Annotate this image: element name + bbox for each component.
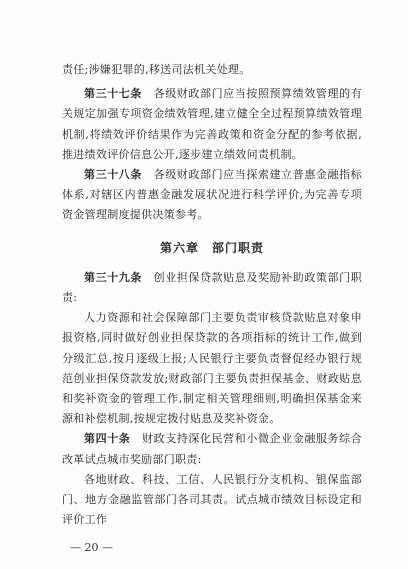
paragraph-continuation: 责任;涉嫌犯罪的,移送司法机关处理。 [62, 63, 251, 76]
page-number: — 20 — [70, 541, 113, 554]
article-40 [62, 429, 362, 469]
article-38-heading: 第三十八条 [84, 168, 142, 182]
article-38-text: 各级财政部门应当探索建立普惠金融指标体系,对辖区内普惠金融发展状况进行科学评价,为完善专项资金管理制度提供决策参考。 [62, 168, 363, 222]
paragraph-departments: 各地财政、科技、工信、人民银行分支机构、银保监部门、地方金融监管部门各司其责。试点城市绩效目标设定和评价工作 [62, 472, 362, 527]
article-39-text: 创业担保贷款贴息及奖励补助政策部门职责: [62, 270, 363, 305]
article-40-heading: 第四十条 [84, 432, 131, 446]
paragraph-hr-duties: 人力资源和社会保障部门主要负责审核贷款贴息对象申报资格,同时做好创业担保贷款的各项指标的统计工作,做到分级汇总,按月逐级上报;人民银行主要负责督促经办银行规范创业担保贷款发放;财政部门主要负责担保基金、财政贴息和奖补资金的管理工作,制定相关管理细则,明确担保基金来源和补偿机制,按规定拨付贴息及奖补资金。 [62, 311, 362, 426]
article-37-heading: 第三十七条 [84, 87, 142, 101]
chapter-heading: 第六章 部门职责 [159, 240, 264, 255]
page-body [62, 60, 362, 530]
article-38 [62, 165, 362, 226]
article-39 [62, 268, 362, 308]
article-40-text: 财政支持深化民营和小微企业金融服务综合改革试点城市奖励部门职责: [62, 432, 363, 466]
article-37 [62, 84, 362, 165]
article-39-heading: 第三十九条 [84, 270, 142, 284]
article-37-text: 各级财政部门应当按照预算绩效管理的有关规定加强专项资金绩效管理,建立健全全过程预算绩效管理机制,将绩效评价结果作为完善政策和资金分配的参考依据,推进绩效评价信息公开,逐步建立绩效问责机制。 [62, 87, 363, 161]
